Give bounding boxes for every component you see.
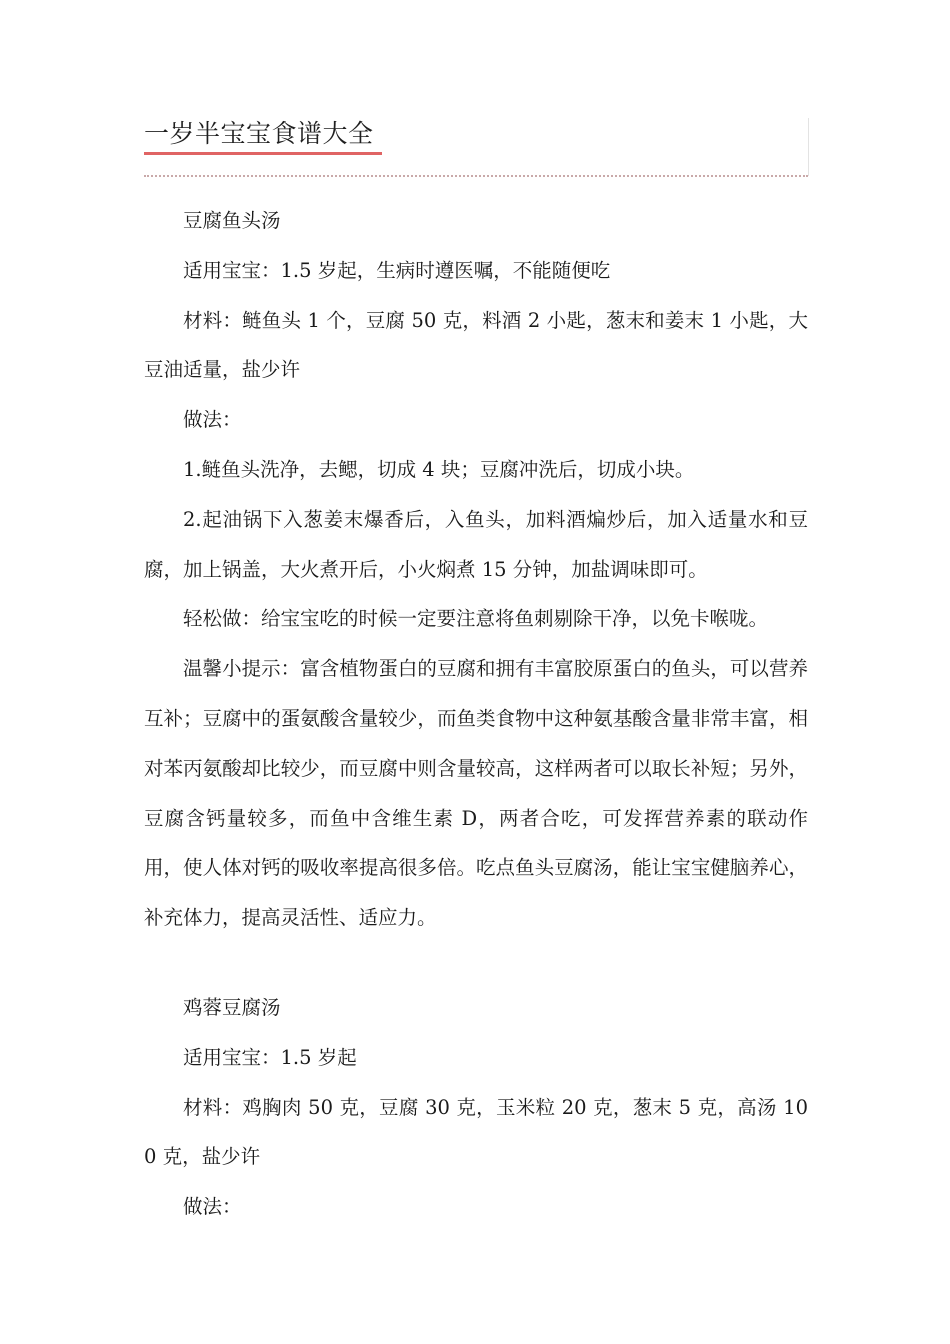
recipe-2-name: 鸡蓉豆腐汤 bbox=[183, 995, 281, 1019]
recipe-1-method-label: 做法： bbox=[183, 408, 242, 432]
recipe-1-ingredients: 材料：鲢鱼头 1 个，豆腐 50 克，料酒 2 小匙，葱末和姜末 1 小匙，大豆油适量，盐少许 bbox=[144, 308, 808, 382]
page-title: 一岁半宝宝食谱大全 bbox=[144, 119, 374, 148]
title-box bbox=[144, 118, 809, 176]
recipe-2-method-label: 做法： bbox=[183, 1195, 242, 1219]
recipe-2-suitable: 适用宝宝：1.5 岁起 bbox=[183, 1045, 357, 1069]
section-gap bbox=[144, 943, 808, 983]
recipe-2-ingredients: 材料：鸡胸肉 50 克，豆腐 30 克，玉米粒 20 克，葱末 5 克，高汤 100 克，盐少许 bbox=[144, 1095, 808, 1169]
dotted-divider bbox=[144, 175, 808, 177]
title-underline bbox=[144, 152, 382, 155]
recipe-1-suitable: 适用宝宝：1.5 岁起，生病时遵医嘱，不能随便吃 bbox=[183, 258, 611, 282]
recipe-1-name: 豆腐鱼头汤 bbox=[183, 209, 281, 232]
recipe-1-step-1: 1.鲢鱼头洗净，去鳃，切成 4 块；豆腐冲洗后，切成小块。 bbox=[183, 457, 695, 481]
recipe-1-warm-tip: 温馨小提示：富含植物蛋白的豆腐和拥有丰富胶原蛋白的鱼头，可以营养互补；豆腐中的蛋氨酸含量较少，而鱼类食物中这种氨基酸含量非常丰富，相对苯丙氨酸却比较少，而豆腐中则含量较高，这样两者可以取长补短；另外，豆腐含钙量较多，而鱼中含维生素 D，两者合吃，可发挥营养素的联动作用，使人体对钙的吸收率提高很多倍。吃点鱼头豆腐汤，能让宝宝健脑养心，补充体力，提高灵活性、适应力。 bbox=[144, 657, 808, 930]
document-body bbox=[144, 196, 808, 1232]
recipe-1-easy-tip: 轻松做：给宝宝吃的时候一定要注意将鱼刺剔除干净，以免卡喉咙。 bbox=[183, 607, 769, 631]
recipe-1-step-2: 2.起油锅下入葱姜末爆香后，入鱼头，加料酒煸炒后，加入适量水和豆腐，加上锅盖，大火煮开后，小火焖煮 15 分钟，加盐调味即可。 bbox=[144, 507, 808, 581]
